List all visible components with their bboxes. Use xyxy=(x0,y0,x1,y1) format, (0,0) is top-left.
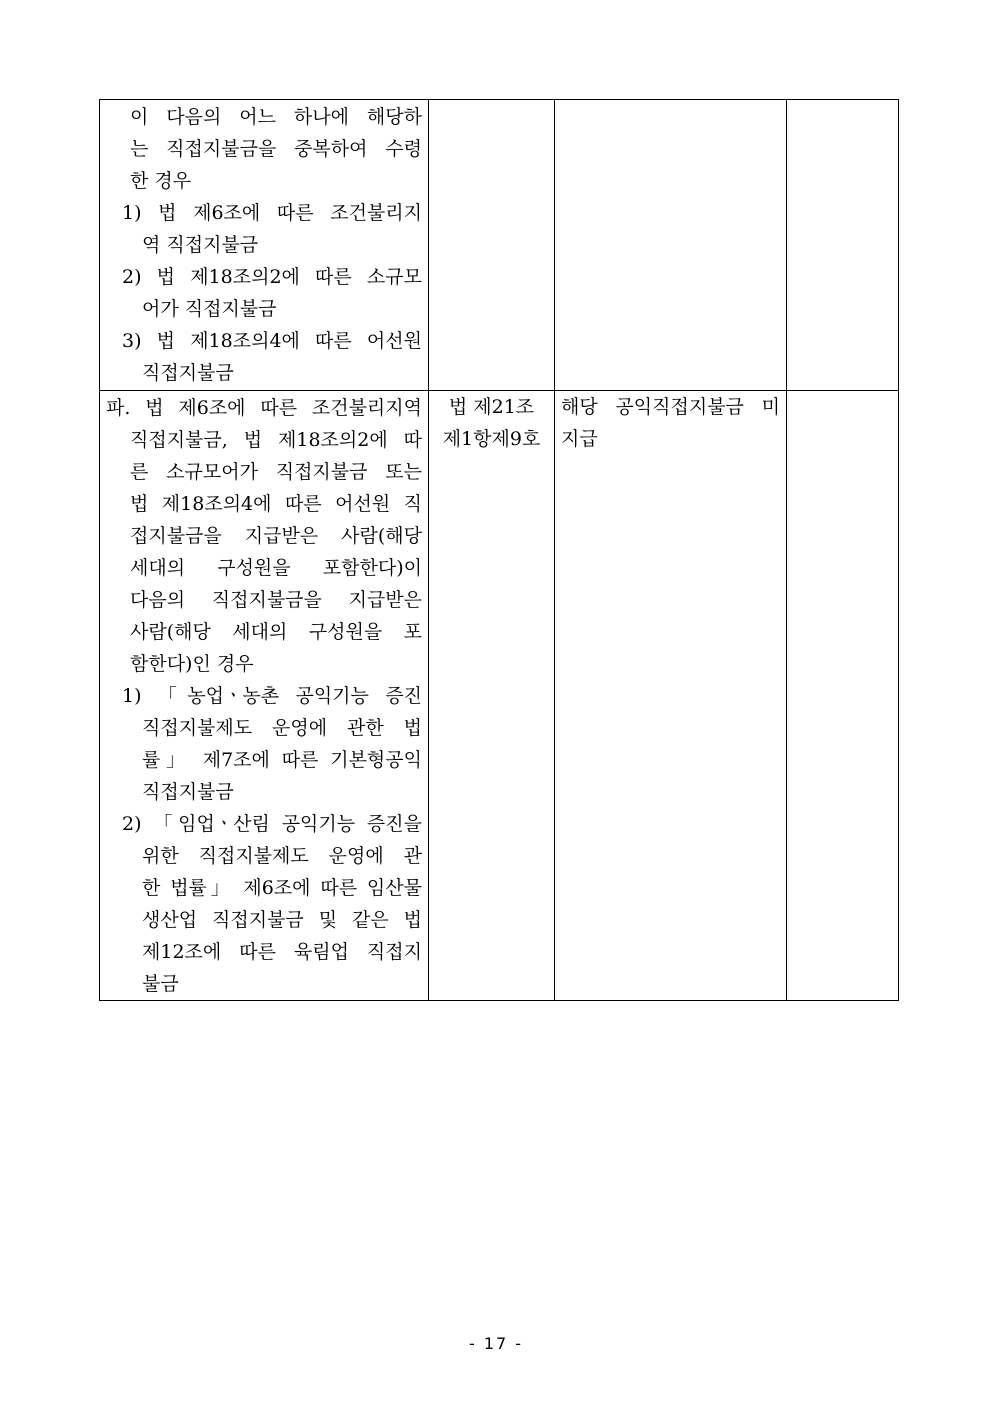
cell-text-line: 위한 직접지불제도 운영에 관 xyxy=(142,845,422,867)
legal-basis-cell xyxy=(429,391,555,1001)
cell-text-line: 1) 「농업ㆍ농촌 공익기능 증진 xyxy=(122,685,422,707)
cell-text-line: 직접지불금 xyxy=(142,781,234,803)
cell-text-line: 한 법률」 제6조에 따른 임산물 xyxy=(142,877,422,899)
cell-text-line: 어가 직접지불금 xyxy=(142,298,277,320)
cell-text-line: 2) 「임업ㆍ산림 공익기능 증진을 xyxy=(122,813,422,835)
cell-text-line: 이 다음의 어느 하나에 해당하 xyxy=(130,106,422,128)
action-cell xyxy=(555,100,787,391)
cell-text-line: 역 직접지불금 xyxy=(142,234,259,256)
legal-basis-cell xyxy=(429,100,555,391)
cell-text-line: 사람(해당 세대의 구성원을 포 xyxy=(130,621,422,643)
remarks-cell xyxy=(787,391,899,1001)
legal-basis-line: 법 제21조 xyxy=(448,396,535,418)
cell-text-line: 법 제18조의4에 따른 어선원 직 xyxy=(130,493,422,515)
cell-text-line: 세대의 구성원을 포함한다)이 xyxy=(130,557,422,579)
table-row xyxy=(100,100,899,391)
action-line: 해당 공익직접지불금 미 xyxy=(561,396,780,418)
cell-text-line: 직접지불제도 운영에 관한 법 xyxy=(142,717,422,739)
remarks-cell xyxy=(787,100,899,391)
cell-text-line: 직접지불금 xyxy=(142,362,234,384)
criteria-table xyxy=(99,99,899,1001)
cell-text-line: 률」 제7조에 따른 기본형공익 xyxy=(142,749,422,771)
cell-text-line: 2) 법 제18조의2에 따른 소규모 xyxy=(122,266,422,288)
cell-text-line: 다음의 직접지불금을 지급받은 xyxy=(130,589,422,611)
legal-basis-line: 제1항제9호 xyxy=(442,428,541,450)
cell-text-line: 3) 법 제18조의4에 따른 어선원 xyxy=(122,330,422,352)
violation-cell xyxy=(100,391,429,1001)
cell-text-line: 1) 법 제6조에 따른 조건불리지 xyxy=(122,202,422,224)
table-row xyxy=(100,391,899,1001)
cell-text-line: 른 소규모어가 직접지불금 또는 xyxy=(130,461,422,483)
cell-text-line: 접지불금을 지급받은 사람(해당 xyxy=(130,525,422,547)
cell-text-line: 생산업 직접지불금 및 같은 법 xyxy=(142,909,422,931)
cell-text-line: 함한다)인 경우 xyxy=(130,653,254,675)
cell-text-line: 직접지불금, 법 제18조의2에 따 xyxy=(130,429,422,451)
violation-cell xyxy=(100,100,429,391)
page-number: - 17 - xyxy=(468,1334,524,1353)
action-cell xyxy=(555,391,787,1001)
cell-text-line: 한 경우 xyxy=(130,170,192,192)
cell-text-line: 불금 xyxy=(142,973,179,995)
action-line: 지급 xyxy=(561,428,598,450)
cell-text-line: 는 직접지불금을 중복하여 수령 xyxy=(130,138,422,160)
cell-text-line: 파. 법 제6조에 따른 조건불리지역 xyxy=(106,397,422,419)
cell-text-line: 제12조에 따른 육림업 직접지 xyxy=(142,941,422,963)
